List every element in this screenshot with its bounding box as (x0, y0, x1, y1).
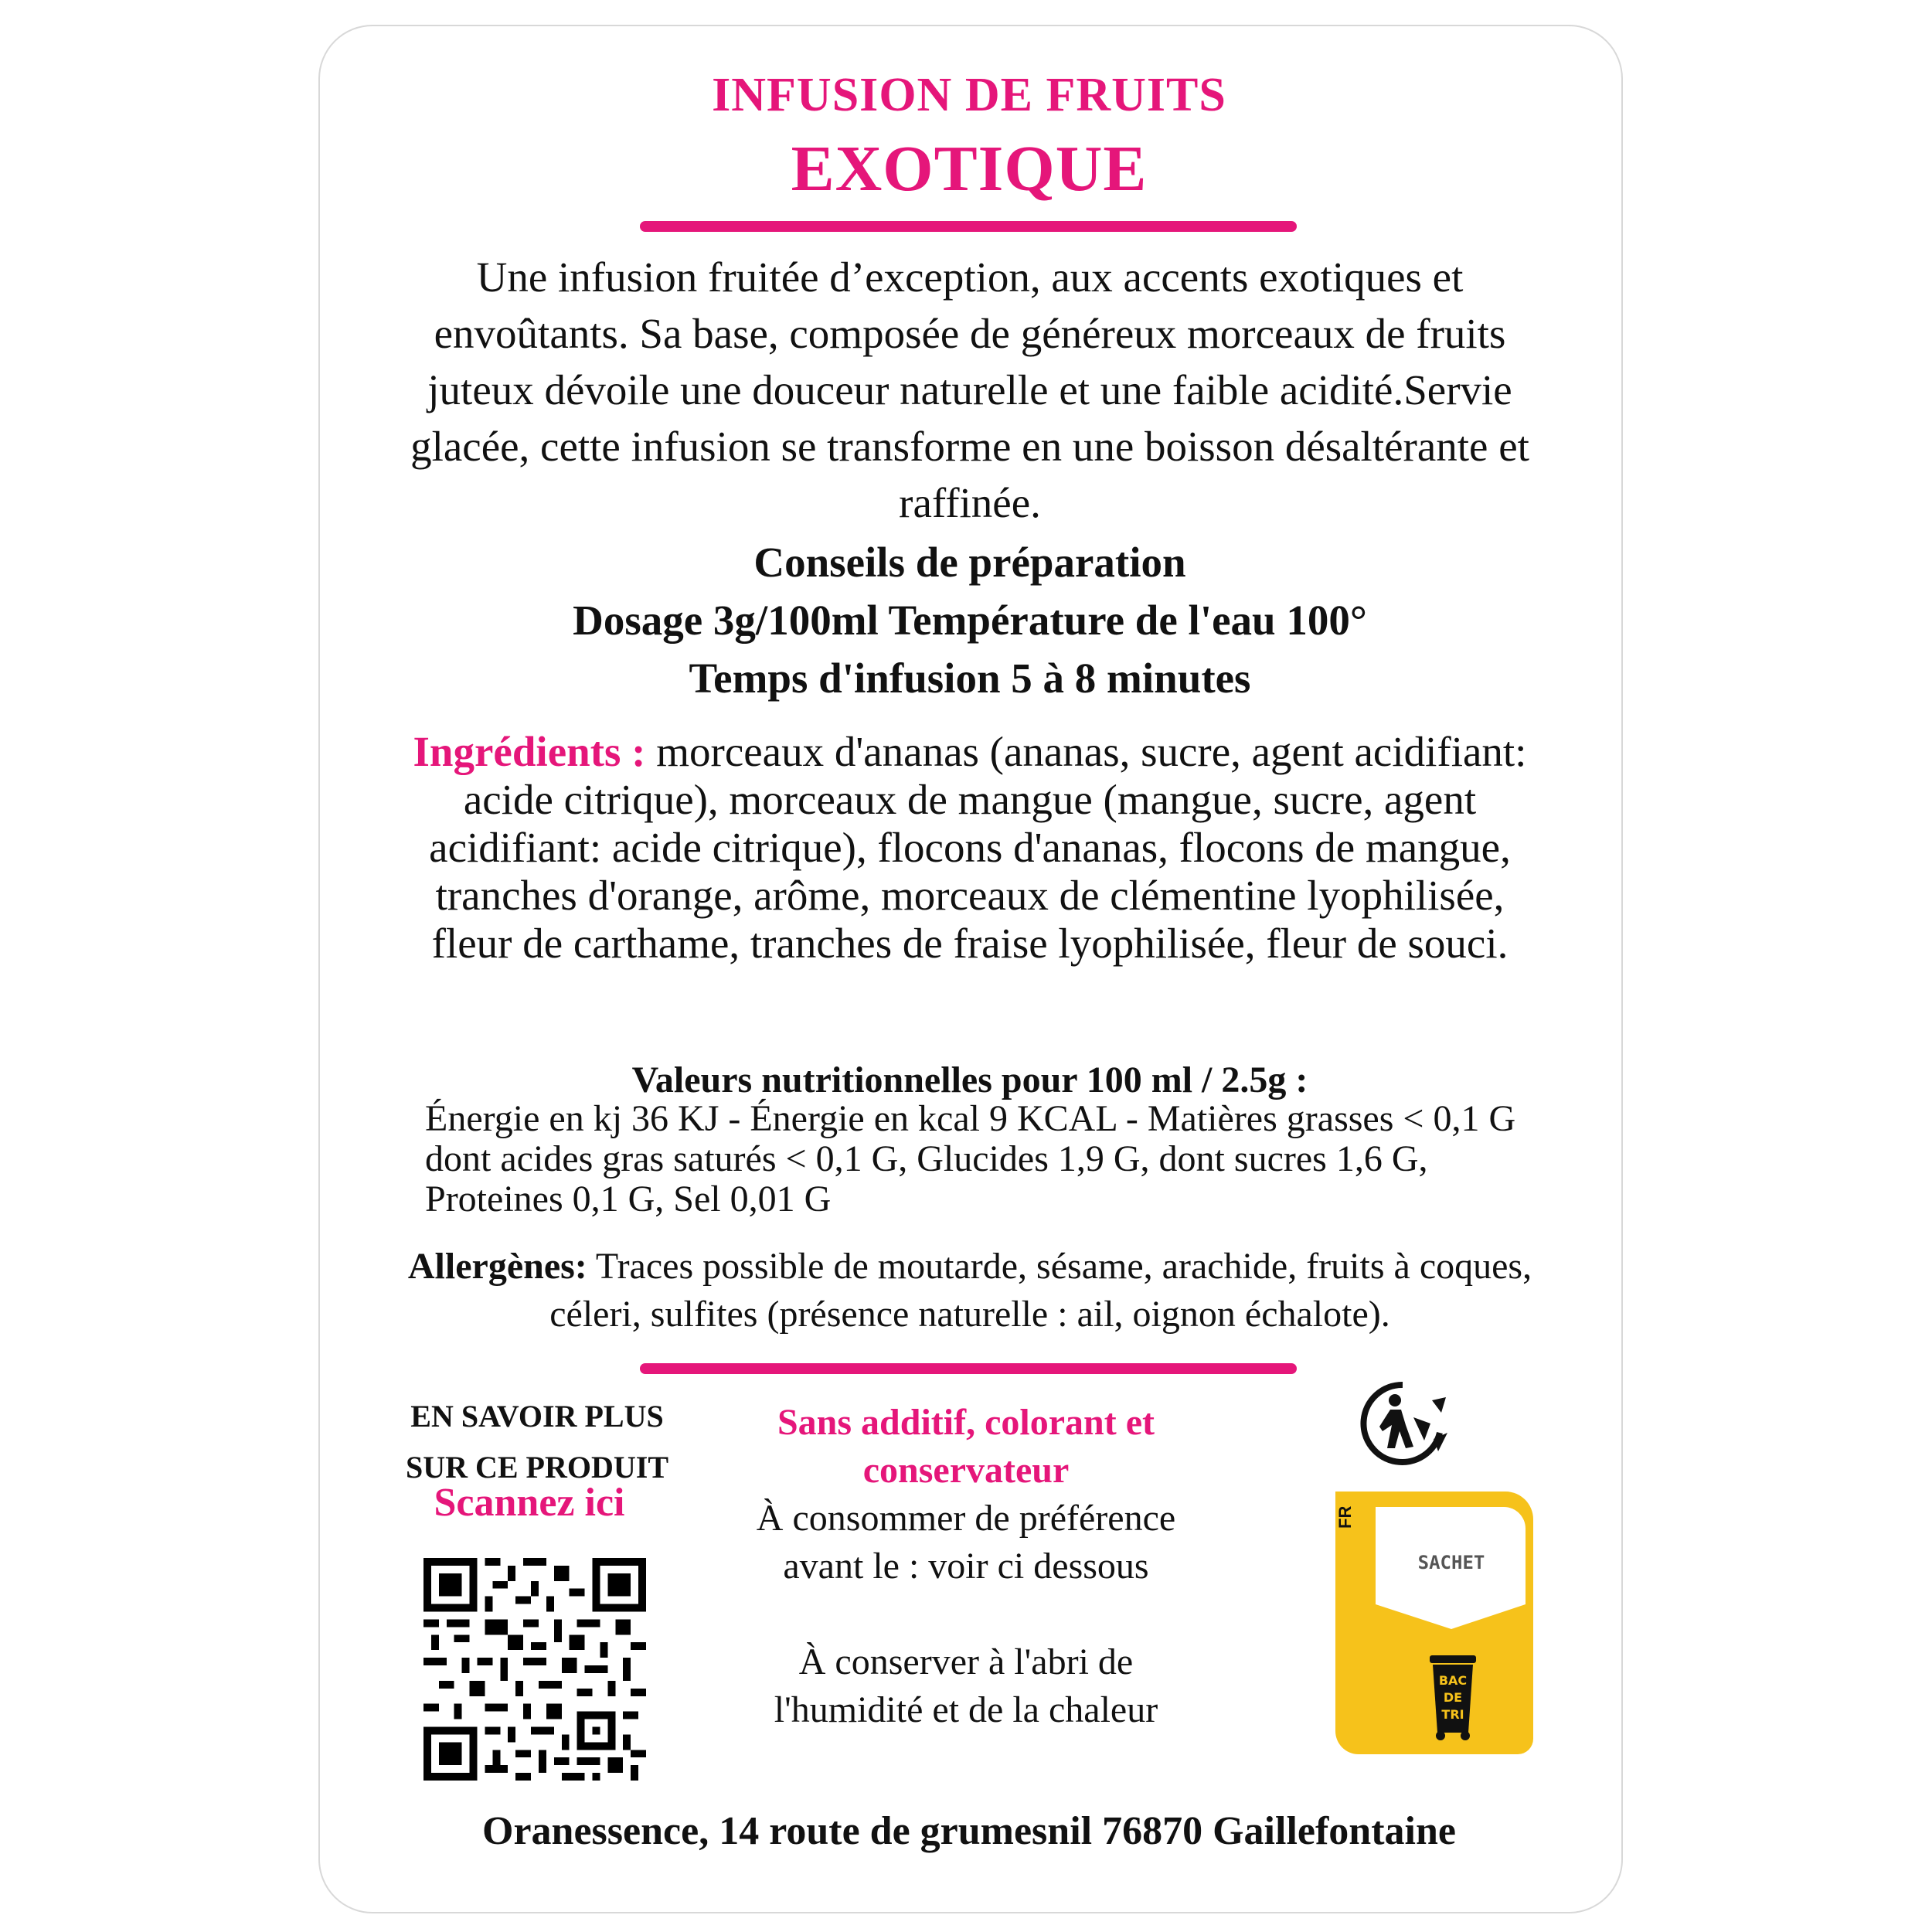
packaging-type: SACHET (1417, 1552, 1485, 1573)
preparation-advice (402, 533, 1538, 707)
learn-more-text (363, 1391, 711, 1493)
ingredients-block (402, 728, 1538, 968)
product-category-title: INFUSION DE FRUITS (712, 69, 1226, 121)
svg-text:DE: DE (1443, 1690, 1463, 1705)
storage-text: À conserver à l'abri de l'humidité et de la chaleur (774, 1641, 1158, 1730)
scan-here-label: Scannez ici (434, 1481, 625, 1525)
product-name-title: EXOTIQUE (791, 133, 1148, 205)
top-divider (640, 221, 1297, 232)
ingredients-label: Ingrédients : (413, 728, 646, 775)
producer-address: Oranessence, 14 route de grumesnil 76870 Gaillefontaine (482, 1809, 1456, 1853)
bottom-divider (640, 1363, 1297, 1374)
dosage-temperature: Dosage 3g/100ml Température de l'eau 100° (573, 597, 1367, 644)
triman-recycle-icon (1356, 1377, 1449, 1470)
nutrition-heading: Valeurs nutritionnelles pour 100 ml / 2.5g : (631, 1060, 1308, 1100)
allergens-label: Allergènes: (407, 1246, 587, 1287)
qr-code[interactable] (423, 1558, 646, 1781)
infusion-time: Temps d'infusion 5 à 8 minutes (689, 655, 1251, 702)
product-description: Une infusion fruitée d’exception, aux accents exotiques et envoûtants. Sa base, composée de généreux morceaux de fruits juteux dévoile une douceur naturelle et une faible acidité.Servie glacée, cette infusion se transforme en une boisson désaltérante et raffinée. (410, 253, 1529, 526)
triman-sorting-badge (1328, 1492, 1538, 1754)
country-code: FR (1335, 1505, 1355, 1529)
best-before-text: À consommer de préférence avant le : voir ci dessous (756, 1498, 1176, 1587)
learn-more-line2: SUR CE PRODUIT (405, 1450, 669, 1485)
no-additive-claim: Sans additif, colorant et conservateur (777, 1402, 1155, 1491)
allergens-text: Traces possible de moutarde, sésame, arachide, fruits à coques, céleri, sulfites (présence naturelle : ail, oignon échalote). (549, 1246, 1532, 1335)
storage-info (734, 1399, 1198, 1734)
preparation-heading: Conseils de préparation (753, 539, 1186, 586)
learn-more-line1: EN SAVOIR PLUS (410, 1399, 664, 1434)
svg-text:BAC: BAC (1438, 1673, 1468, 1688)
allergens-block (402, 1243, 1538, 1338)
ingredients-text: morceaux d'ananas (ananas, sucre, agent acidifiant: acide citrique), morceaux de mangue (mangue, sucre, agent acidifiant: acide citrique), flocons d'ananas, flocons de mangue, tranches d'orange, arôme, morceaux de clémentine lyophilisée, fleur de carthame, tranches de fraise lyophilisée, fleur de souci. (429, 728, 1527, 967)
nutrition-values: Énergie en kj 36 KJ - Énergie en kcal 9 KCAL - Matières grasses < 0,1 G dont acides gras saturés < 0,1 G, Glucides 1,9 G, dont sucres 1,6 G, Proteines 0,1 G, Sel 0,01 G (425, 1098, 1516, 1219)
svg-text:TRI: TRI (1441, 1707, 1464, 1722)
